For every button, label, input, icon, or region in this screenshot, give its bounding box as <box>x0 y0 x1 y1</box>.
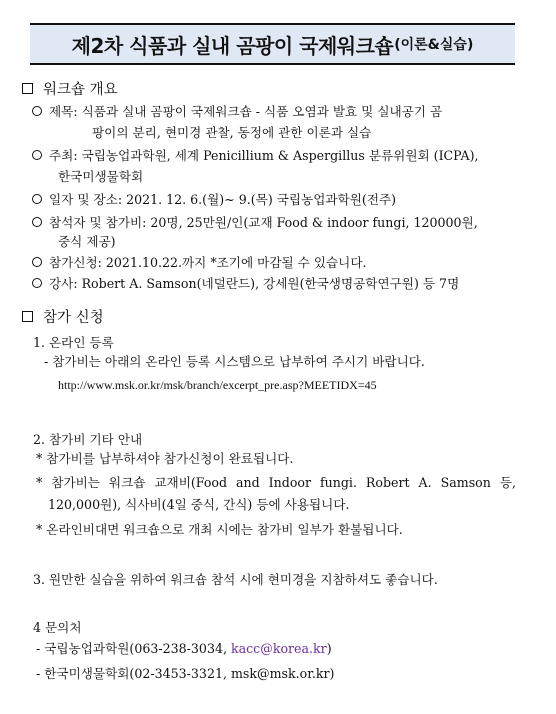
circle-bullet-icon <box>32 278 42 288</box>
host-line1: 주최: 국립농업과학원, 세계 Penicillium & Aspergillus 분류위원회 (ICPA), <box>49 148 479 163</box>
subject-line2: 팡이의 분리, 현미경 관찰, 동정에 관한 이론과 실습 <box>92 125 372 140</box>
contact-nias-close: ) <box>326 641 332 656</box>
fee-line2: 중식 제공) <box>58 234 116 249</box>
host-line2: 한국미생물학회 <box>58 169 144 184</box>
subject-line1: 제목: 식품과 실내 곰팡이 국제워크숍 - 식품 오염과 발효 및 실내공기 곰 <box>49 104 443 119</box>
section-overview-heading <box>22 78 118 99</box>
step2-title: 2. 참가비 기타 안내 <box>33 432 143 447</box>
overview-lecturer <box>32 273 512 294</box>
overview-apply <box>32 252 512 273</box>
section-title: 워크숍 개요 <box>43 82 118 98</box>
circle-bullet-icon <box>32 150 42 160</box>
overview-host <box>32 145 512 166</box>
circle-bullet-icon <box>32 217 42 227</box>
contact-nias-text: - 국립농업과학원(063-238-3034, <box>36 641 231 656</box>
fee-line1: 참석자 및 참가비: 20명, 25만원/인(교재 Food & indoor fungi, 120000원, <box>49 215 478 230</box>
page-title: 제2차 식품과 실내 곰팡이 국제워크숍 <box>71 33 394 58</box>
contact-nias <box>36 638 332 659</box>
circle-bullet-icon <box>32 257 42 267</box>
section-title: 참가 신청 <box>43 310 104 326</box>
section-registration-heading <box>22 306 104 327</box>
overview-fee <box>32 212 512 233</box>
step2-note-a: * 참가비를 납부하셔야 참가신청이 완료됩니다. <box>36 451 294 466</box>
circle-bullet-icon <box>32 194 42 204</box>
checkbox-square-icon <box>22 311 33 322</box>
lecturer-line: 강사: Robert A. Samson(네덜란드), 강세원(한국생명공학연구원) 등 7명 <box>49 276 460 291</box>
date-line: 일자 및 장소: 2021. 12. 6.(월)~ 9.(목) 국립농업과학원(전주) <box>49 192 397 207</box>
step1-text: - 참가비는 아래의 온라인 등록 시스템으로 납부하여 주시기 바랍니다. <box>44 354 425 369</box>
step2-note-b1: * 참가비는 워크숍 교재비(Food and Indoor fungi. Robert A. Samson 등, <box>36 475 516 490</box>
step2-note-b2: 120,000원), 식사비(4일 중식, 간식) 등에 사용됩니다. <box>48 497 350 512</box>
contact-msk: - 한국미생물학회(02-3453-3321, msk@msk.or.kr) <box>36 666 335 681</box>
apply-line: 참가신청: 2021.10.22.까지 *조기에 마감될 수 있습니다. <box>49 255 367 270</box>
registration-url[interactable]: http://www.msk.or.kr/msk/branch/excerpt_pre.asp?MEETIDX=45 <box>58 378 377 392</box>
step1-title: 1. 온라인 등록 <box>33 335 114 350</box>
step2-note-c: * 온라인비대면 워크숍으로 개최 시에는 참가비 일부가 환불됩니다. <box>36 522 403 537</box>
step3-text: 3. 원만한 실습을 위하여 워크숍 참석 시에 현미경을 지참하셔도 좋습니다. <box>33 572 438 587</box>
contact-nias-email[interactable]: kacc@korea.kr <box>230 641 327 656</box>
title-banner <box>30 23 515 65</box>
overview-subject <box>32 101 512 122</box>
circle-bullet-icon <box>32 106 42 116</box>
overview-date <box>32 189 512 210</box>
step4-title: 4 문의처 <box>33 620 82 635</box>
checkbox-square-icon <box>22 83 33 94</box>
page-subtitle: (이론&실습) <box>394 37 474 53</box>
